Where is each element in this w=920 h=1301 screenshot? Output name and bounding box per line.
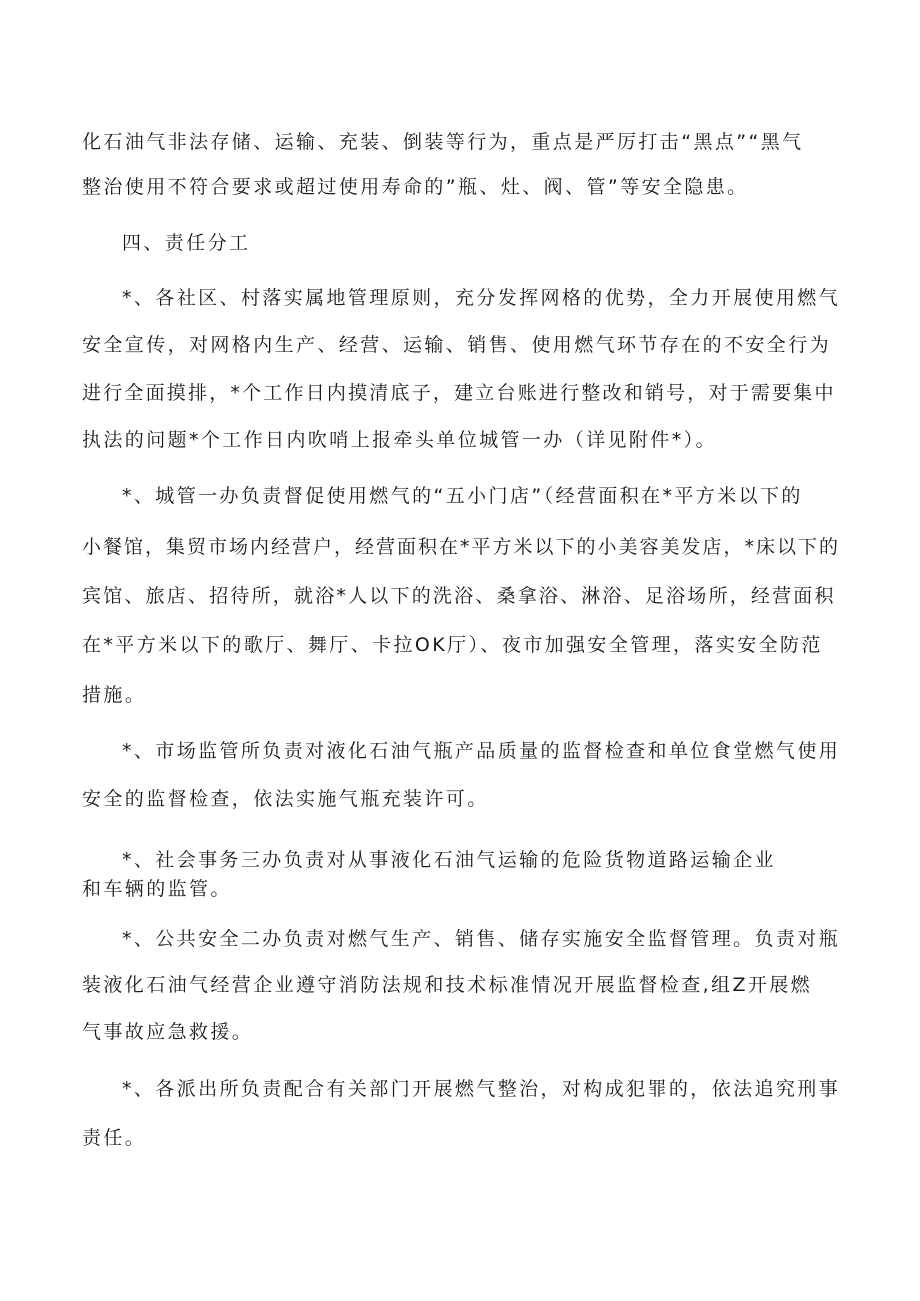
paragraph-line: 安全的监督检查，依法实施气瓶充装许可。 <box>82 788 489 810</box>
paragraph-line: *、市场监管所负责对液化石油气瓶产品质量的监督检查和单位食堂燃气使用 <box>122 740 841 762</box>
paragraph-line: 小餐馆，集贸市场内经营户，经营面积在*平方米以下的小美容美发店，*床以下的 <box>82 536 841 558</box>
paragraph-line: 宾馆、旅店、招待所，就浴*人以下的洗浴、桑拿浴、淋浴、足浴场所，经营面积 <box>82 585 836 607</box>
paragraph-line: 在*平方米以下的歌厅、舞厅、卡拉OK厅）、夜市加强安全管理，落实安全防范 <box>82 634 823 656</box>
paragraph-line: 责任。 <box>82 1127 147 1149</box>
paragraph-line: 安全宣传，对网格内生产、经营、运输、销售、使用燃气环节存在的不安全行为 <box>82 334 832 356</box>
paragraph-line: 气事故应急救援。 <box>82 1021 254 1043</box>
paragraph-line: 整治使用不符合要求或超过使用寿命的”瓶、灶、阀、管”等安全隐患。 <box>82 176 749 198</box>
paragraph-line: 措施。 <box>82 684 147 706</box>
paragraph-line: *、各派出所负责配合有关部门开展燃气整治，对构成犯罪的，依法追究刑事 <box>122 1078 841 1100</box>
paragraph-line: 装液化石油气经营企业遵守消防法规和技术标准情况开展监督检查,组Z开展燃 <box>82 974 813 996</box>
paragraph-line: *、公共安全二办负责对燃气生产、销售、储存实施安全监督管理。负责对瓶 <box>122 928 841 950</box>
paragraph-line: 进行全面摸排，*个工作日内摸清底子，建立台账进行整改和销号，对于需要集中 <box>82 382 836 404</box>
paragraph-line: 和车辆的监管。 <box>82 878 232 900</box>
paragraph-line: *、城管一办负责督促使用燃气的“五小门店”（经营面积在*平方米以下的 <box>122 485 803 507</box>
section-heading: 四、责任分工 <box>122 232 251 254</box>
paragraph-line: 执法的问题*个工作日内吹哨上报牵头单位城管一办（详见附件*）。 <box>82 429 717 451</box>
paragraph-line: *、各社区、村落实属地管理原则，充分发挥网格的优势，全力开展使用燃气 <box>122 287 841 309</box>
paragraph-line: 化石油气非法存储、运输、充装、倒装等行为，重点是严厉打击“黑点”“黑气 <box>82 131 804 153</box>
paragraph-line: *、社会事务三办负责对从事液化石油气运输的危险货物道路运输企业 <box>122 849 776 871</box>
